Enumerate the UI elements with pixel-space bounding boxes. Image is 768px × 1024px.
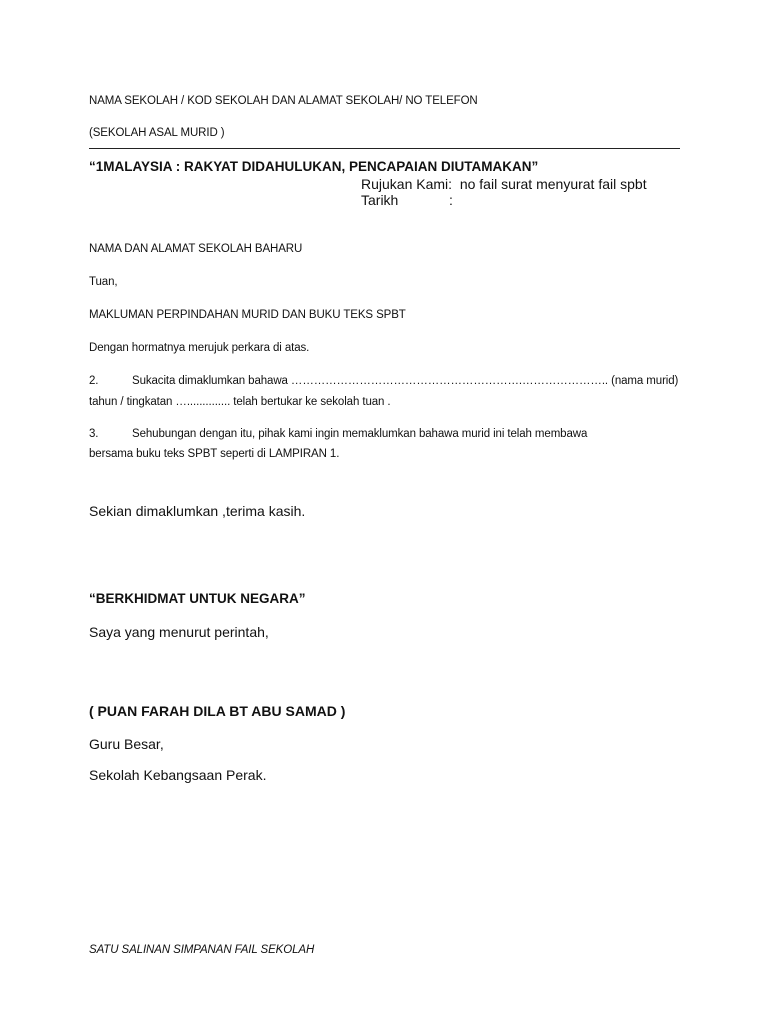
- signatory-school: Sekolah Kebangsaan Perak.: [89, 767, 267, 783]
- date-label: Tarikh: [361, 192, 399, 208]
- motto: “1MALAYSIA : RAKYAT DIDAHULUKAN, PENCAPAIAN DIUTAMAKAN”: [89, 159, 539, 174]
- paragraph-2-number: 2.: [89, 375, 99, 387]
- paragraph-3-line-1: [89, 429, 587, 441]
- date-line: [361, 193, 453, 207]
- intro-paragraph: Dengan hormatnya merujuk perkara di atas.: [89, 342, 310, 354]
- slogan: “BERKHIDMAT UNTUK NEGARA”: [89, 591, 306, 606]
- letterhead-school-line: NAMA SEKOLAH / KOD SEKOLAH DAN ALAMAT SEKOLAH/ NO TELEFON: [89, 95, 478, 107]
- closing-remark: Sekian dimaklumkan ,terima kasih.: [89, 503, 306, 519]
- letterhead-origin-line: (SEKOLAH ASAL MURID ): [89, 127, 225, 139]
- paragraph-3-line-2: bersama buku teks SPBT seperti di LAMPIRAN 1.: [89, 448, 340, 460]
- letterhead-divider: [89, 148, 680, 149]
- paragraph-3-number: 3.: [89, 428, 99, 440]
- recipient: NAMA DAN ALAMAT SEKOLAH BAHARU: [89, 243, 303, 255]
- reference-label: Rujukan Kami:: [361, 176, 453, 192]
- subject: MAKLUMAN PERPINDAHAN MURID DAN BUKU TEKS SPBT: [89, 309, 406, 321]
- paragraph-2-text-1: Sukacita dimaklumkan bahawa …………………………………………………….………………….. (nama murid): [132, 375, 679, 387]
- footer-note: SATU SALINAN SIMPANAN FAIL SEKOLAH: [89, 944, 315, 956]
- date-value: :: [449, 192, 453, 208]
- paragraph-2-line-1: [89, 376, 678, 388]
- sign-off: Saya yang menurut perintah,: [89, 624, 269, 640]
- signatory-name: ( PUAN FARAH DILA BT ABU SAMAD ): [89, 703, 346, 719]
- paragraph-3-text-1: Sehubungan dengan itu, pihak kami ingin memaklumkan bahawa murid ini telah membawa: [132, 428, 588, 440]
- paragraph-2-line-2: tahun / tingkatan ….............. telah bertukar ke sekolah tuan .: [89, 396, 391, 408]
- reference-value: no fail surat menyurat fail spbt: [459, 176, 647, 192]
- reference-line: [361, 177, 647, 191]
- signatory-title: Guru Besar,: [89, 736, 164, 752]
- salutation: Tuan,: [89, 276, 118, 288]
